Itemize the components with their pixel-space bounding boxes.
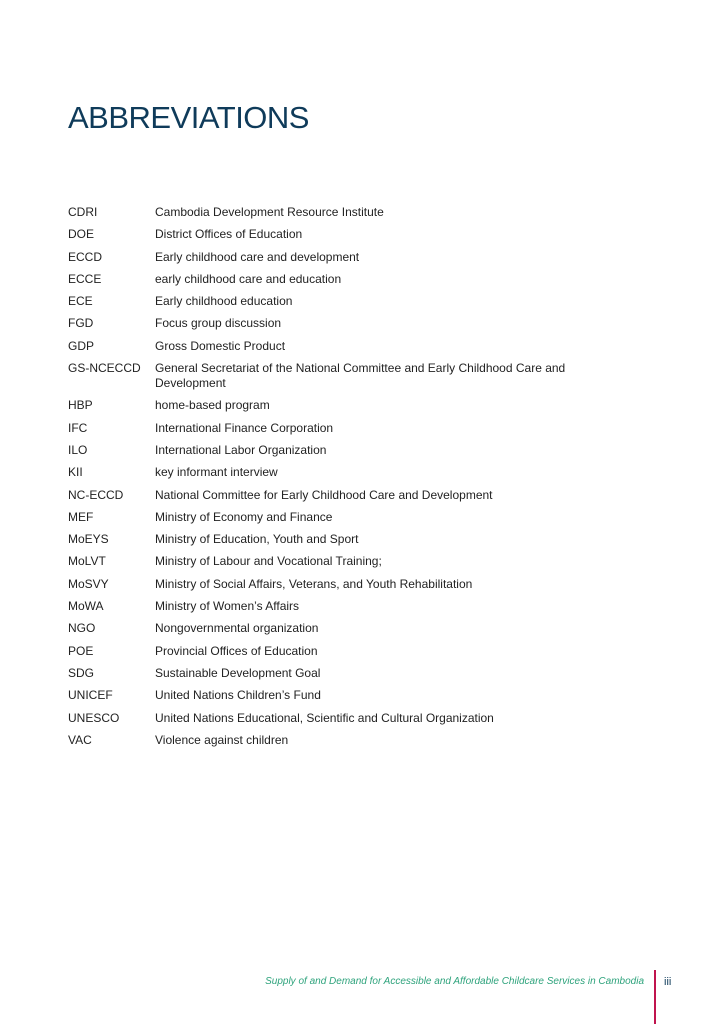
abbreviation-row xyxy=(68,532,628,547)
abbreviation-term: NC-ECCD xyxy=(68,487,124,502)
abbreviation-term: MoWA xyxy=(68,599,104,614)
abbreviation-definition: District Offices of Education xyxy=(155,227,303,242)
abbreviation-definition: Ministry of Education, Youth and Sport xyxy=(155,532,359,547)
abbreviation-definition: Cambodia Development Resource Institute xyxy=(155,205,384,219)
abbreviation-row xyxy=(68,227,628,242)
abbreviation-term: IFC xyxy=(68,420,88,435)
footer-divider xyxy=(654,970,656,1024)
abbreviation-list xyxy=(68,205,628,755)
abbreviation-row xyxy=(68,398,628,413)
abbreviation-definition: Ministry of Labour and Vocational Training; xyxy=(155,554,382,569)
abbreviation-term: MoSVY xyxy=(68,576,109,591)
abbreviation-row xyxy=(68,733,628,748)
page-title: ABBREVIATIONS xyxy=(68,100,309,135)
abbreviation-definition: Ministry of Social Affairs, Veterans, and Youth Rehabilitation xyxy=(155,576,473,591)
abbreviation-term: ECCE xyxy=(68,271,102,286)
abbreviation-row xyxy=(68,644,628,659)
abbreviation-row xyxy=(68,205,628,220)
abbreviation-row xyxy=(68,339,628,354)
abbreviation-definition: early childhood care and education xyxy=(155,271,342,286)
abbreviation-definition: Nongovernmental organization xyxy=(155,621,319,636)
abbreviation-term: ILO xyxy=(68,442,88,457)
abbreviation-row xyxy=(68,421,628,436)
abbreviation-row xyxy=(68,688,628,703)
abbreviation-term: MEF xyxy=(68,509,94,524)
abbreviation-term: ECCD xyxy=(68,249,103,264)
abbreviation-row xyxy=(68,361,628,391)
abbreviation-definition: Provincial Offices of Education xyxy=(155,643,318,658)
abbreviation-term: HBP xyxy=(68,398,93,413)
abbreviation-term: KII xyxy=(68,465,83,480)
abbreviation-term: GS-NCECCD xyxy=(68,361,141,376)
abbreviation-term: UNICEF xyxy=(68,688,113,703)
abbreviation-definition: Violence against children xyxy=(155,732,289,747)
abbreviation-definition: Early childhood care and development xyxy=(155,249,360,264)
abbreviation-term: FGD xyxy=(68,316,94,331)
abbreviation-row xyxy=(68,443,628,458)
abbreviation-row xyxy=(68,621,628,636)
abbreviation-term: GDP xyxy=(68,338,95,353)
abbreviation-term: ECE xyxy=(68,294,93,309)
abbreviation-definition: United Nations Educational, Scientific and Cultural Organization xyxy=(155,710,494,725)
abbreviation-definition: General Secretariat of the National Committee and Early Childhood Care and Development xyxy=(155,361,566,391)
abbreviation-row xyxy=(68,510,628,525)
page-number: iii xyxy=(664,976,672,988)
abbreviation-term: DOE xyxy=(68,227,95,242)
abbreviation-definition: Early childhood education xyxy=(155,294,293,309)
abbreviation-definition: Ministry of Women’s Affairs xyxy=(155,599,300,614)
abbreviation-definition: Ministry of Economy and Finance xyxy=(155,509,333,524)
abbreviation-definition: Gross Domestic Product xyxy=(155,338,286,353)
abbreviation-row xyxy=(68,488,628,503)
abbreviation-term: MoEYS xyxy=(68,532,109,547)
abbreviation-definition: International Finance Corporation xyxy=(155,420,334,435)
abbreviation-row xyxy=(68,272,628,287)
abbreviation-term: CDRI xyxy=(68,205,98,219)
abbreviation-row xyxy=(68,599,628,614)
abbreviation-term: UNESCO xyxy=(68,710,120,725)
abbreviation-row xyxy=(68,250,628,265)
abbreviation-row xyxy=(68,294,628,309)
abbreviation-row xyxy=(68,554,628,569)
abbreviation-definition: Focus group discussion xyxy=(155,316,282,331)
abbreviation-definition: key informant interview xyxy=(155,465,278,480)
abbreviation-term: POE xyxy=(68,643,94,658)
abbreviation-term: SDG xyxy=(68,665,95,680)
abbreviation-term: NGO xyxy=(68,621,96,636)
abbreviation-term: VAC xyxy=(68,732,92,747)
abbreviation-term: MoLVT xyxy=(68,554,106,569)
abbreviation-row xyxy=(68,465,628,480)
abbreviation-row xyxy=(68,666,628,681)
abbreviation-definition: United Nations Children’s Fund xyxy=(155,688,321,703)
abbreviation-row xyxy=(68,577,628,592)
abbreviation-definition: National Committee for Early Childhood Care and Development xyxy=(155,487,493,502)
abbreviation-row xyxy=(68,316,628,331)
abbreviation-definition: Sustainable Development Goal xyxy=(155,665,321,680)
footer-document-title: Supply of and Demand for Accessible and Affordable Childcare Services in Cambodia xyxy=(265,976,644,987)
abbreviation-definition: International Labor Organization xyxy=(155,442,327,457)
abbreviation-definition: home-based program xyxy=(155,398,270,413)
abbreviation-row xyxy=(68,711,628,726)
